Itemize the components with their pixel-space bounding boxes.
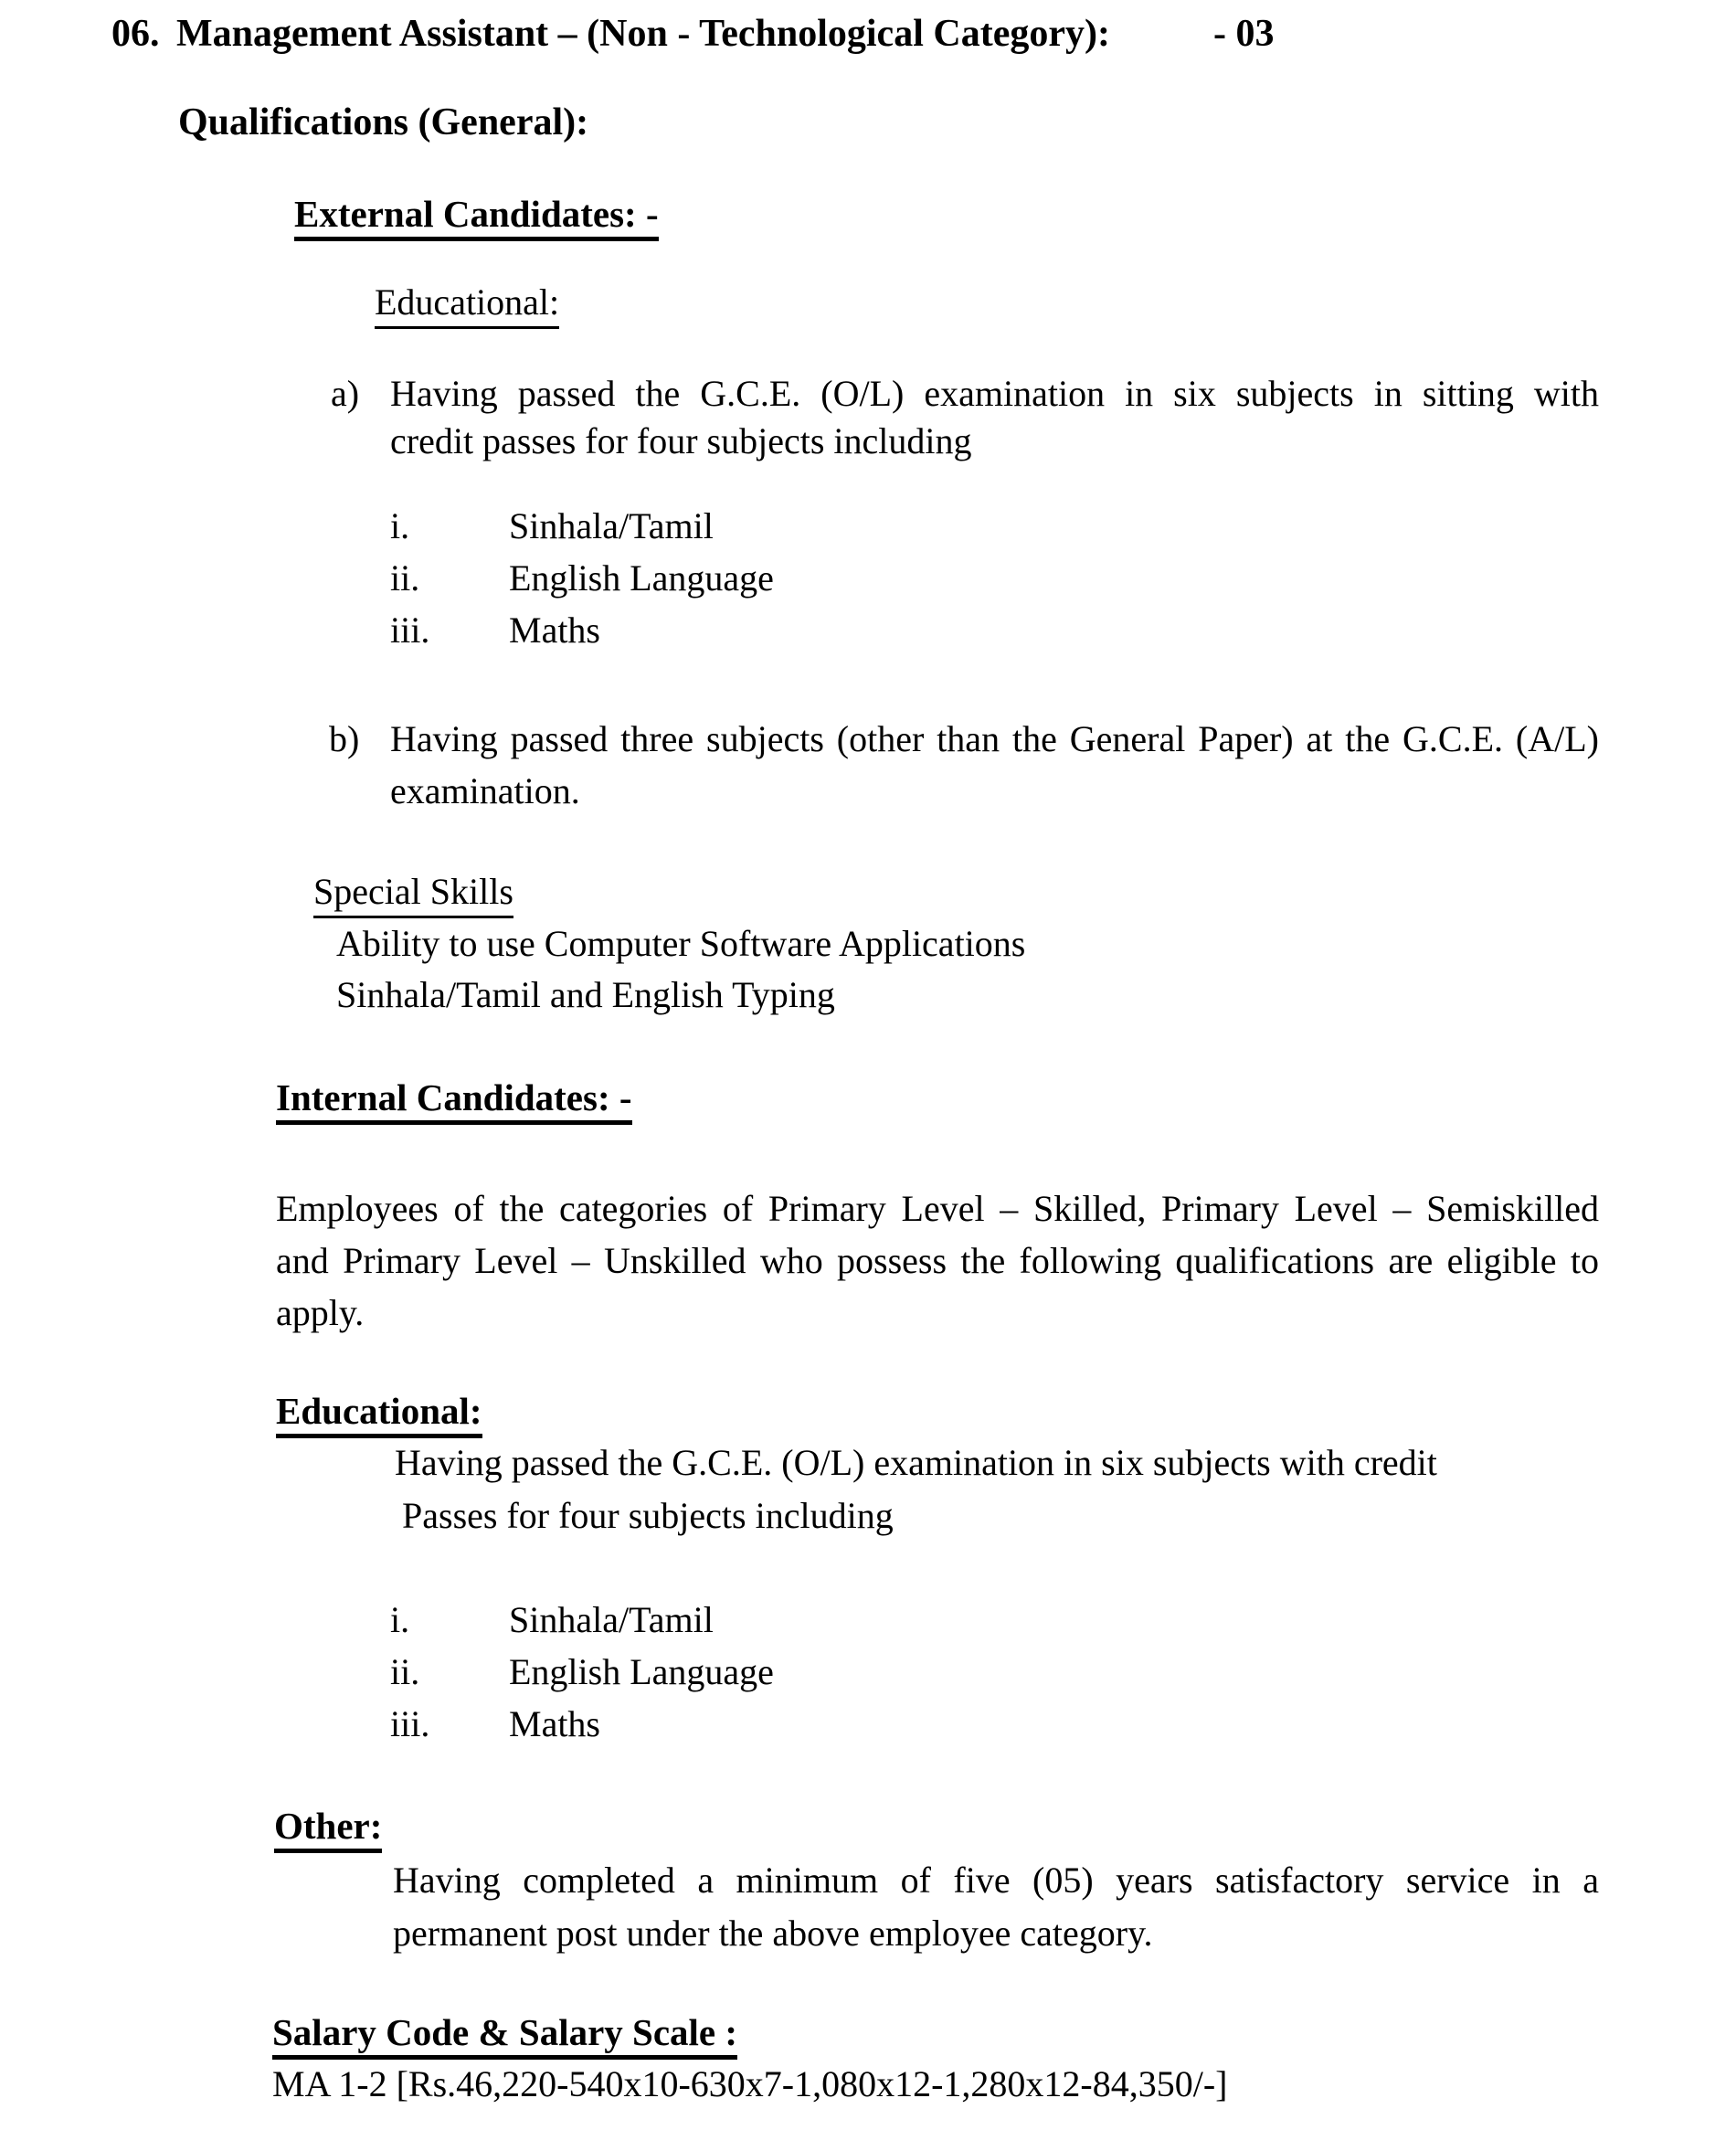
subject-label: English Language — [509, 1651, 774, 1692]
subject-list-item — [390, 1598, 714, 1642]
item-b-line1: Having passed three subjects (other than the General Paper) at the G.C.E. (A/L) — [390, 718, 1599, 759]
item-a-line2: credit passes for four subjects including — [390, 420, 972, 461]
subject-label: Maths — [509, 1703, 600, 1744]
eligibility-line3: apply. — [276, 1292, 365, 1333]
vacancy-count: - 03 — [1213, 13, 1275, 55]
eligibility-line1: Employees of the categories of Primary Level – Skilled, Primary Level – Semiskilled — [276, 1188, 1599, 1229]
subject-label: Sinhala/Tamil — [509, 1599, 714, 1640]
internal-educational-heading: Educational: — [276, 1389, 482, 1438]
item-a-line1: Having passed the G.C.E. (O/L) examination in six subjects in sitting with — [390, 373, 1599, 414]
subject-label: Sinhala/Tamil — [509, 505, 714, 546]
external-educational-heading: Educational: — [375, 281, 559, 329]
internal-educational-line1: Having passed the G.C.E. (O/L) examination in six subjects with credit — [395, 1442, 1437, 1483]
post-title: Management Assistant – (Non - Technological Category): — [176, 13, 1110, 55]
other-heading: Other: — [274, 1804, 382, 1853]
list-marker: i. — [390, 1599, 410, 1640]
list-marker: iii. — [390, 1703, 430, 1744]
other-line2: permanent post under the above employee category. — [393, 1913, 1153, 1954]
subject-label: English Language — [509, 557, 774, 599]
external-candidates-heading: External Candidates: - — [294, 192, 659, 241]
item-b-marker: b) — [329, 718, 360, 759]
list-marker: ii. — [390, 557, 420, 599]
item-a-marker: a) — [331, 373, 360, 414]
subject-list-item — [390, 1702, 600, 1746]
special-skills-heading: Special Skills — [313, 870, 513, 918]
other-line1: Having completed a minimum of five (05) years satisfactory service in a — [393, 1860, 1599, 1901]
post-number: 06. — [111, 13, 160, 55]
special-skill-item: Sinhala/Tamil and English Typing — [336, 974, 835, 1015]
salary-heading: Salary Code & Salary Scale : — [272, 2010, 737, 2060]
subject-list-item — [390, 1650, 774, 1694]
subject-list-item — [390, 556, 774, 600]
subject-list-item — [390, 504, 714, 548]
salary-scale: MA 1-2 [Rs.46,220-540x10-630x7-1,080x12-1,280x12-84,350/-] — [272, 2063, 1228, 2104]
internal-educational-line2: Passes for four subjects including — [402, 1495, 894, 1536]
subject-list-item — [390, 609, 600, 652]
subject-label: Maths — [509, 609, 600, 651]
qualifications-heading: Qualifications (General): — [178, 101, 589, 143]
list-marker: i. — [390, 505, 410, 546]
list-marker: ii. — [390, 1651, 420, 1692]
eligibility-line2: and Primary Level – Unskilled who possess the following qualifications are eligible to — [276, 1240, 1599, 1281]
internal-candidates-heading: Internal Candidates: - — [276, 1076, 632, 1125]
item-b-line2: examination. — [390, 770, 580, 811]
special-skill-item: Ability to use Computer Software Applications — [336, 923, 1026, 964]
list-marker: iii. — [390, 609, 430, 651]
